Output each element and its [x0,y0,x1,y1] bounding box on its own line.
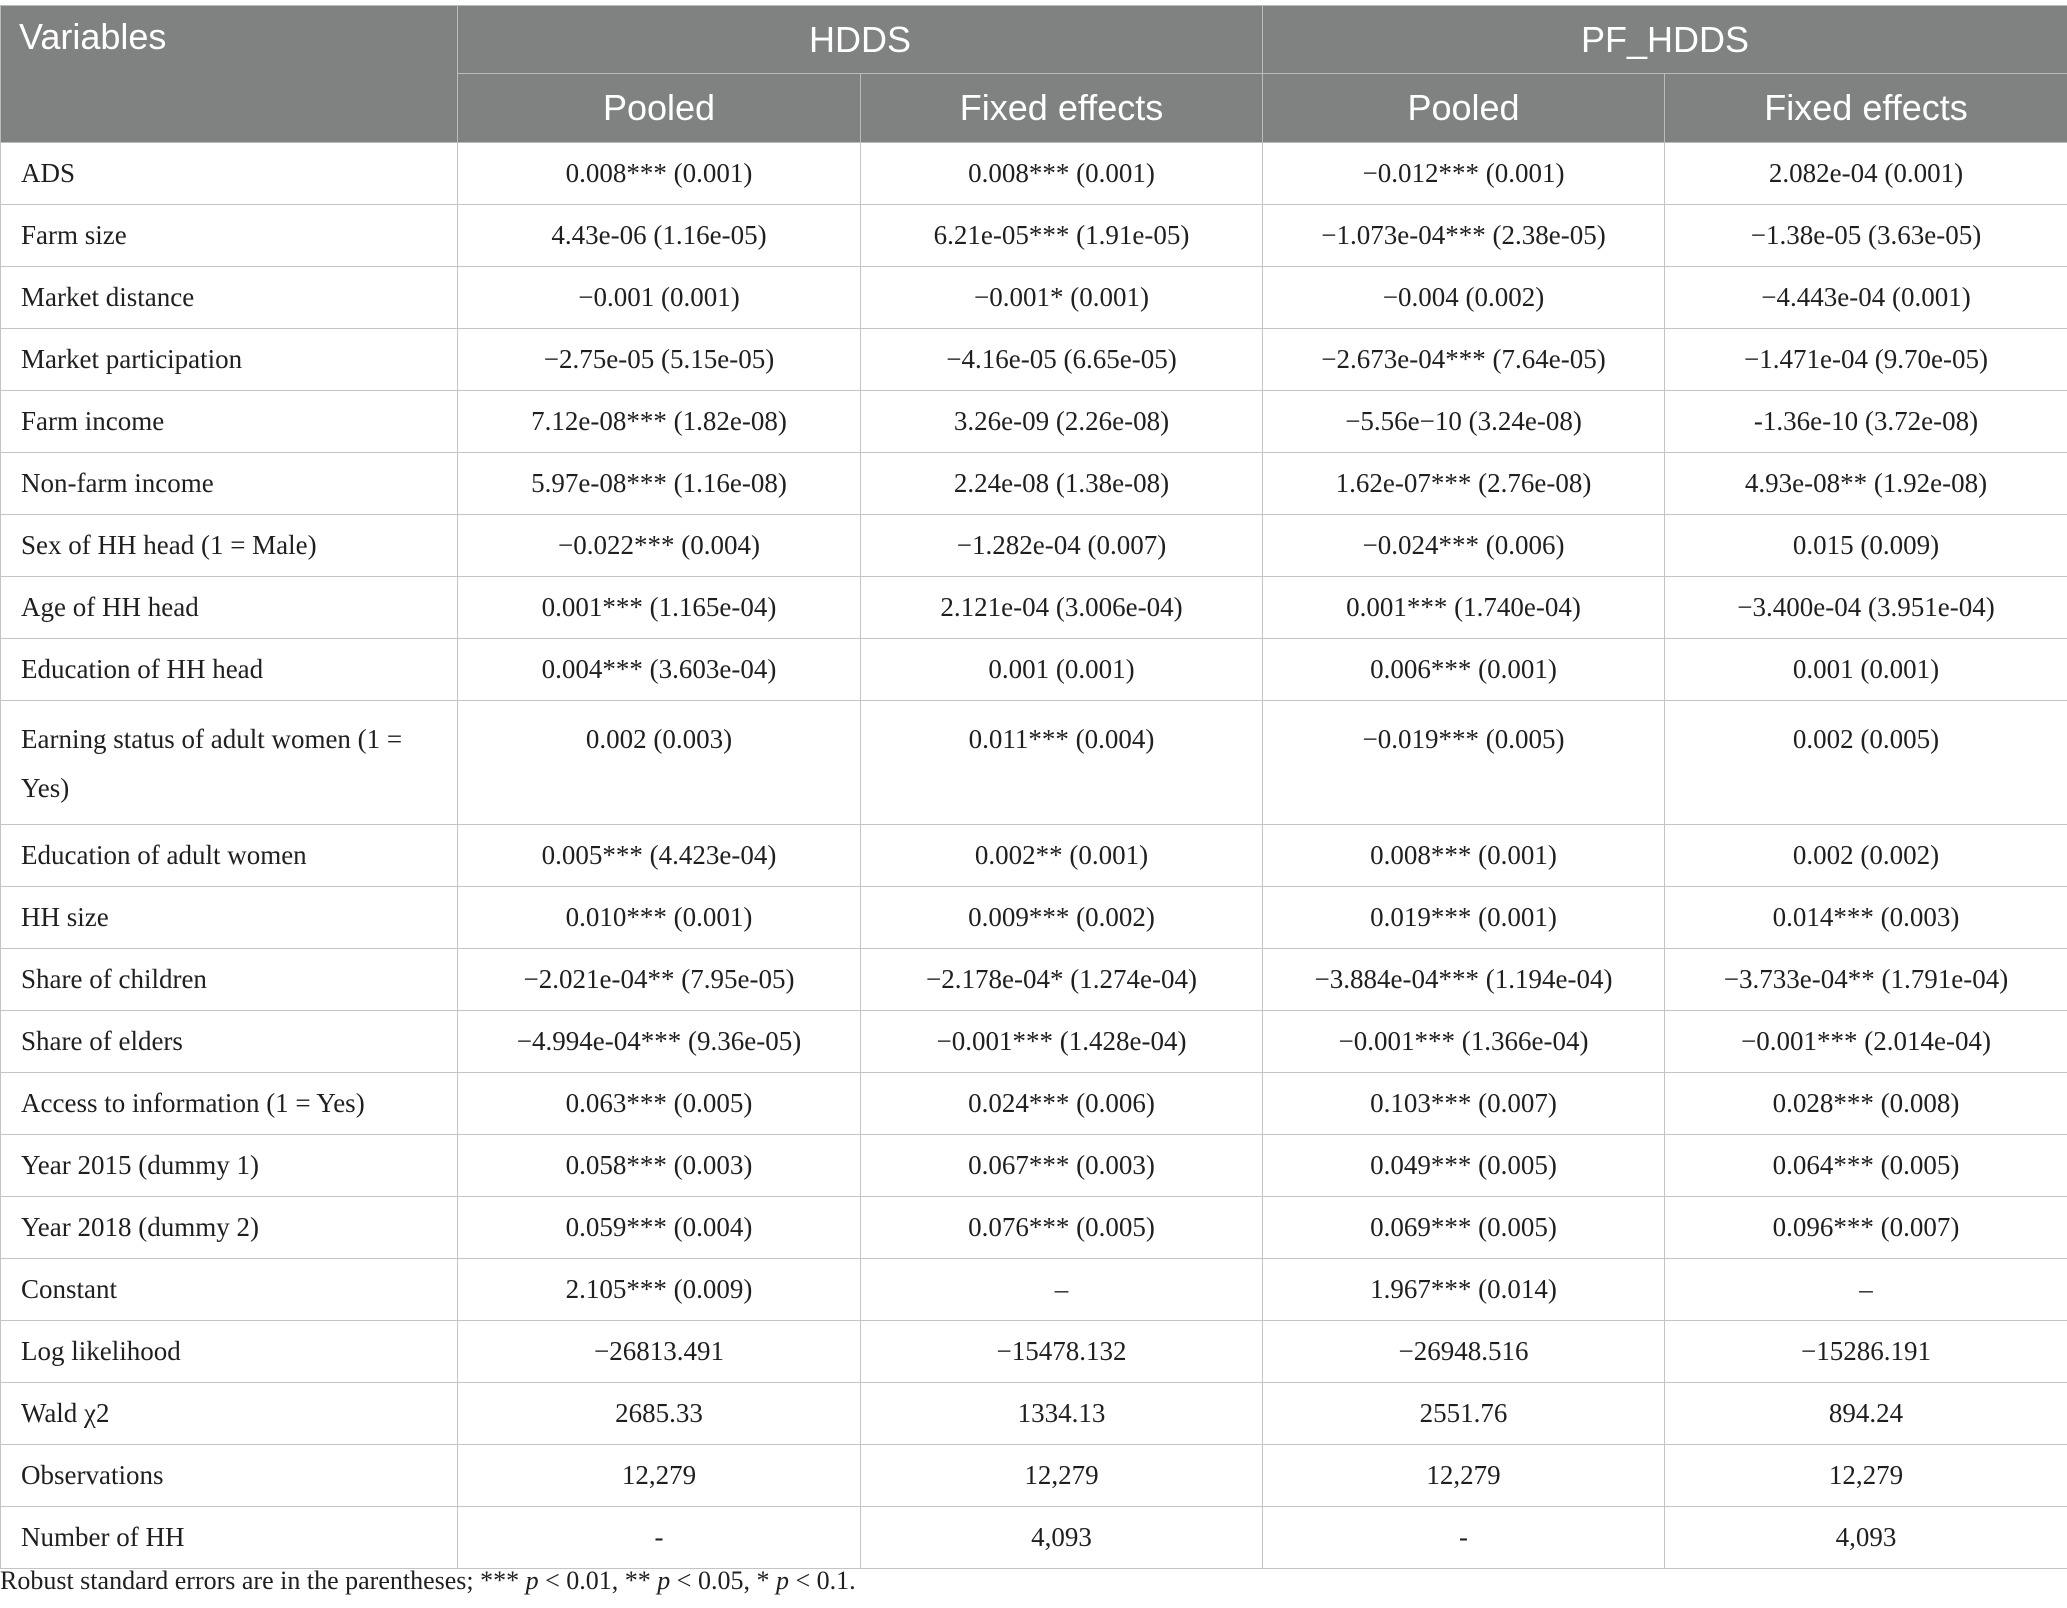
table-row [1,949,2067,1011]
table-cell: −0.004 (0.002) [1263,267,1665,329]
footnote-p3: p [775,1566,789,1595]
table-cell: 2.082e-04 (0.001) [1665,143,2067,205]
table-cell: −1.38e-05 (3.63e-05) [1665,205,2067,267]
table-cell: −0.001* (0.001) [861,267,1263,329]
table-cell: 0.049*** (0.005) [1263,1135,1665,1197]
table-row [1,1507,2067,1569]
table-row [1,1011,2067,1073]
table-cell: 0.103*** (0.007) [1263,1073,1665,1135]
table-row [1,701,2067,825]
table-cell: −2.021e-04** (7.95e-05) [458,949,861,1011]
row-label: Earning status of adult women (1 = Yes) [1,701,458,825]
table-row [1,577,2067,639]
table-cell: 0.019*** (0.001) [1263,887,1665,949]
table-cell: −0.012*** (0.001) [1263,143,1665,205]
table-cell: 0.004*** (3.603e-04) [458,639,861,701]
table-cell: 5.97e-08*** (1.16e-08) [458,453,861,515]
table-cell: −0.001*** (1.428e-04) [861,1011,1263,1073]
footnote-t1: < 0.01, ** [538,1566,658,1595]
regression-table-container [0,5,2067,1569]
table-row [1,1321,2067,1383]
table-row [1,887,2067,949]
table-cell: 0.001*** (1.740e-04) [1263,577,1665,639]
footnote-t2: < 0.05, * [670,1566,776,1595]
table-cell: −0.022*** (0.004) [458,515,861,577]
table-cell: 0.002** (0.001) [861,825,1263,887]
table-cell: 2685.33 [458,1383,861,1445]
table-cell: 0.008*** (0.001) [861,143,1263,205]
table-row [1,825,2067,887]
table-cell: 0.059*** (0.004) [458,1197,861,1259]
table-cell: 0.024*** (0.006) [861,1073,1263,1135]
table-row [1,515,2067,577]
table-cell: 12,279 [1665,1445,2067,1507]
table-cell: −0.001*** (1.366e-04) [1263,1011,1665,1073]
header-variables: Variables [1,6,458,143]
table-row [1,391,2067,453]
header-pf-hdds: PF_HDDS [1263,6,2067,74]
table-cell: 2551.76 [1263,1383,1665,1445]
row-label: Year 2018 (dummy 2) [1,1197,458,1259]
row-label: Market distance [1,267,458,329]
row-label: Share of elders [1,1011,458,1073]
row-label: ADS [1,143,458,205]
table-row [1,267,2067,329]
table-cell: 7.12e-08*** (1.82e-08) [458,391,861,453]
table-cell: 4.93e-08** (1.92e-08) [1665,453,2067,515]
row-label: Log likelihood [1,1321,458,1383]
row-label: Farm size [1,205,458,267]
header-hdds: HDDS [458,6,1263,74]
table-body [1,143,2067,1569]
table-cell: 1334.13 [861,1383,1263,1445]
table-cell: 0.067*** (0.003) [861,1135,1263,1197]
table-cell: 0.008*** (0.001) [458,143,861,205]
table-cell: −26948.516 [1263,1321,1665,1383]
row-label: Year 2015 (dummy 1) [1,1135,458,1197]
row-label: Non-farm income [1,453,458,515]
row-label: Number of HH [1,1507,458,1569]
table-cell: 4,093 [861,1507,1263,1569]
table-row [1,1135,2067,1197]
table-cell: −15286.191 [1665,1321,2067,1383]
table-cell: −5.56e−10 (3.24e-08) [1263,391,1665,453]
table-row [1,453,2067,515]
table-row [1,1383,2067,1445]
table-cell: 0.005*** (4.423e-04) [458,825,861,887]
table-cell: 2.24e-08 (1.38e-08) [861,453,1263,515]
table-cell: −2.178e-04* (1.274e-04) [861,949,1263,1011]
table-row [1,329,2067,391]
table-cell: −0.024*** (0.006) [1263,515,1665,577]
table-cell: 4.43e-06 (1.16e-05) [458,205,861,267]
header-hdds-pooled: Pooled [458,74,861,143]
table-cell: −1.471e-04 (9.70e-05) [1665,329,2067,391]
table-cell: 0.008*** (0.001) [1263,825,1665,887]
table-cell: – [1665,1259,2067,1321]
header-pf-hdds-pooled: Pooled [1263,74,1665,143]
table-cell: 0.063*** (0.005) [458,1073,861,1135]
table-row [1,1197,2067,1259]
row-label: Share of children [1,949,458,1011]
footnote-p1: p [525,1566,539,1595]
table-footnote [0,1566,856,1596]
table-cell: 0.014*** (0.003) [1665,887,2067,949]
table-cell: −0.019*** (0.005) [1263,701,1665,825]
table-cell: – [861,1259,1263,1321]
row-label: HH size [1,887,458,949]
table-cell: 0.096*** (0.007) [1665,1197,2067,1259]
table-cell: 1.967*** (0.014) [1263,1259,1665,1321]
table-cell: 0.069*** (0.005) [1263,1197,1665,1259]
table-cell: −4.16e-05 (6.65e-05) [861,329,1263,391]
table-cell: −4.994e-04*** (9.36e-05) [458,1011,861,1073]
table-cell: −2.673e-04*** (7.64e-05) [1263,329,1665,391]
table-header [1,6,2067,143]
table-cell: −3.733e-04** (1.791e-04) [1665,949,2067,1011]
table-row [1,1445,2067,1507]
table-cell: 0.002 (0.005) [1665,701,2067,825]
table-cell: 2.121e-04 (3.006e-04) [861,577,1263,639]
header-pf-hdds-fixed-effects: Fixed effects [1665,74,2067,143]
row-label: Access to information (1 = Yes) [1,1073,458,1135]
row-label: Education of HH head [1,639,458,701]
table-cell: −26813.491 [458,1321,861,1383]
table-cell: −4.443e-04 (0.001) [1665,267,2067,329]
table-cell: 0.009*** (0.002) [861,887,1263,949]
table-cell: 0.058*** (0.003) [458,1135,861,1197]
table-cell: 12,279 [458,1445,861,1507]
table-cell: 6.21e-05*** (1.91e-05) [861,205,1263,267]
header-hdds-fixed-effects: Fixed effects [861,74,1263,143]
table-cell: −1.073e-04*** (2.38e-05) [1263,205,1665,267]
table-cell: 0.015 (0.009) [1665,515,2067,577]
table-cell: −3.884e-04*** (1.194e-04) [1263,949,1665,1011]
row-label: Observations [1,1445,458,1507]
table-cell: 0.064*** (0.005) [1665,1135,2067,1197]
table-cell: - [1263,1507,1665,1569]
table-cell: 0.002 (0.002) [1665,825,2067,887]
table-cell: 894.24 [1665,1383,2067,1445]
footnote-prefix: Robust standard errors are in the parentheses; *** [0,1566,526,1595]
table-cell: -1.36e-10 (3.72e-08) [1665,391,2067,453]
row-label: Market participation [1,329,458,391]
table-cell: 0.002 (0.003) [458,701,861,825]
table-cell: 1.62e-07*** (2.76e-08) [1263,453,1665,515]
row-label: Constant [1,1259,458,1321]
table-cell: −15478.132 [861,1321,1263,1383]
table-cell: −2.75e-05 (5.15e-05) [458,329,861,391]
table-row [1,205,2067,267]
table-row [1,1259,2067,1321]
row-label: Wald χ2 [1,1383,458,1445]
table-cell: 0.006*** (0.001) [1263,639,1665,701]
table-cell: −3.400e-04 (3.951e-04) [1665,577,2067,639]
table-row [1,1073,2067,1135]
table-cell: 0.001*** (1.165e-04) [458,577,861,639]
row-label: Farm income [1,391,458,453]
table-cell: 0.001 (0.001) [1665,639,2067,701]
table-cell: −1.282e-04 (0.007) [861,515,1263,577]
regression-table [0,5,2067,1569]
table-cell: 12,279 [1263,1445,1665,1507]
table-cell: −0.001*** (2.014e-04) [1665,1011,2067,1073]
row-label: Age of HH head [1,577,458,639]
table-cell: 0.011*** (0.004) [861,701,1263,825]
footnote-p2: p [657,1566,671,1595]
row-label: Sex of HH head (1 = Male) [1,515,458,577]
table-cell: 12,279 [861,1445,1263,1507]
table-row [1,143,2067,205]
table-row [1,639,2067,701]
table-cell: 0.001 (0.001) [861,639,1263,701]
table-cell: - [458,1507,861,1569]
table-cell: 0.076*** (0.005) [861,1197,1263,1259]
row-label: Education of adult women [1,825,458,887]
table-cell: 4,093 [1665,1507,2067,1569]
table-cell: −0.001 (0.001) [458,267,861,329]
table-cell: 3.26e-09 (2.26e-08) [861,391,1263,453]
table-cell: 0.010*** (0.001) [458,887,861,949]
table-cell: 2.105*** (0.009) [458,1259,861,1321]
table-cell: 0.028*** (0.008) [1665,1073,2067,1135]
footnote-t3: < 0.1. [788,1566,856,1595]
